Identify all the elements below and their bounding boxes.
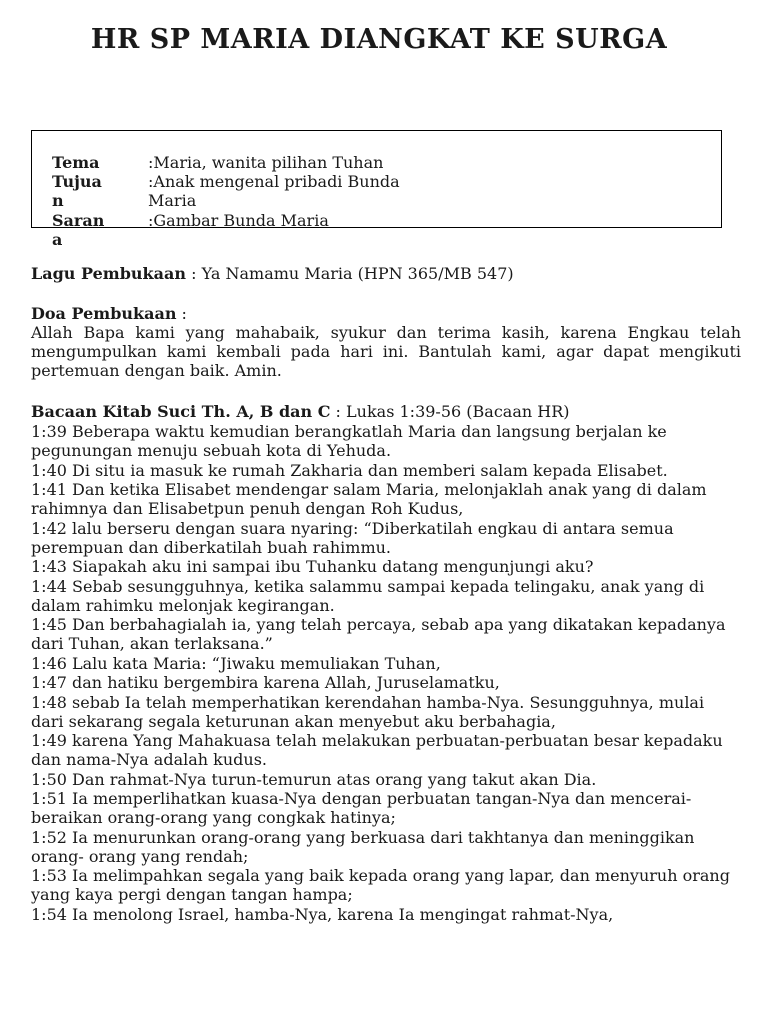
lagu-value: : Ya Namamu Maria (HPN 365/MB 547) — [186, 264, 514, 283]
sarana-value: :Gambar Bunda Maria — [148, 211, 329, 230]
verse-line: 1:43 Siapakah aku ini sampai ibu Tuhanku datang mengunjungi aku? — [31, 557, 594, 576]
verse-line: 1:49 karena Yang Mahakuasa telah melakukan perbuatan-perbuatan besar kepadaku dan nama-Nya adalah kudus. — [31, 731, 723, 769]
doa-label: Doa Pembukaan — [31, 304, 177, 323]
verse-line: 1:46 Lalu kata Maria: “Jiwaku memuliakan Tuhan, — [31, 653, 441, 673]
verse-line: 1:54 Ia menolong Israel, hamba-Nya, karena Ia mengingat rahmat-Nya, — [31, 904, 614, 924]
doa-pembukaan-heading — [31, 304, 741, 323]
lagu-pembukaan — [31, 264, 741, 283]
verse-line: 1:50 Dan rahmat-Nya turun-temurun atas orang yang takut akan Dia. — [31, 769, 597, 789]
doa-text: Allah Bapa kami yang mahabaik, syukur dan terima kasih, karena Engkau telah mengumpulkan kami kembali pada hari ini. Bantulah kami, agar dapat mengikuti pertemuan dengan baik. Amin. — [31, 323, 741, 380]
verse-line: 1:45 Dan berbahagialah ia, yang telah percaya, sebab apa yang dikatakan kepadanya dari Tuhan, akan terlaksana.” — [31, 615, 726, 653]
verse-line: 1:42 lalu berseru dengan suara nyaring: “Diberkatilah engkau di antara semua perempuan dan diberkatilah buah rahimmu. — [31, 518, 674, 557]
doa-colon: : — [176, 304, 187, 323]
tema-value: :Maria, wanita pilihan Tuhan — [148, 153, 384, 172]
verse-line: 1:40 Di situ ia masuk ke rumah Zakharia dan memberi salam kepada Elisabet. — [31, 460, 668, 480]
bacaan-value: : Lukas 1:39-56 (Bacaan HR) — [330, 402, 570, 421]
verse-line: 1:39 Beberapa waktu kemudian berangkatlah Maria dan langsung berjalan ke pegunungan menuju sebuah kota di Yehuda. — [31, 422, 667, 460]
verse-line: 1:51 Ia memperlihatkan kuasa-Nya dengan perbuatan tangan-Nya dan mencerai-beraikan orang-orang yang congkak hatinya; — [31, 789, 692, 827]
verse-list — [31, 422, 741, 924]
verse-line: 1:47 dan hatiku bergembira karena Allah, Juruselamatku, — [31, 673, 500, 692]
bacaan-heading — [31, 402, 741, 421]
verse-line: 1:48 sebab Ia telah memperhatikan kerendahan hamba-Nya. Sesungguhnya, mulai dari sekarang segala keturunan akan menyebut aku berbahagia, — [31, 692, 705, 731]
info-box — [31, 130, 722, 249]
tujuan-label: Tujuan — [52, 172, 102, 210]
sarana-label: Sarana — [52, 211, 105, 249]
tujuan-value: :Anak mengenal pribadi Bunda Maria — [148, 172, 400, 210]
bacaan-label: Bacaan Kitab Suci Th. A, B dan C — [31, 402, 331, 421]
page-title: HR SP MARIA DIANGKAT KE SURGA — [90, 24, 668, 55]
verse-line: 1:53 Ia melimpahkan segala yang baik kepada orang yang lapar, dan menyuruh orang yang kaya pergi dengan tangan hampa; — [31, 866, 730, 904]
tema-label: Tema — [52, 153, 100, 172]
lagu-label: Lagu Pembukaan — [31, 264, 186, 283]
verse-line: 1:41 Dan ketika Elisabet mendengar salam Maria, melonjaklah anak yang di dalam rahimnya dan Elisabetpun penuh dengan Roh Kudus, — [31, 480, 707, 518]
verse-line: 1:52 Ia menurunkan orang-orang yang berkuasa dari takhtanya dan meninggikan orang- orang yang rendah; — [31, 827, 695, 866]
verse-line: 1:44 Sebab sesungguhnya, ketika salammu sampai kepada telingaku, anak yang di dalam rahimku melonjak kegirangan. — [31, 576, 705, 615]
